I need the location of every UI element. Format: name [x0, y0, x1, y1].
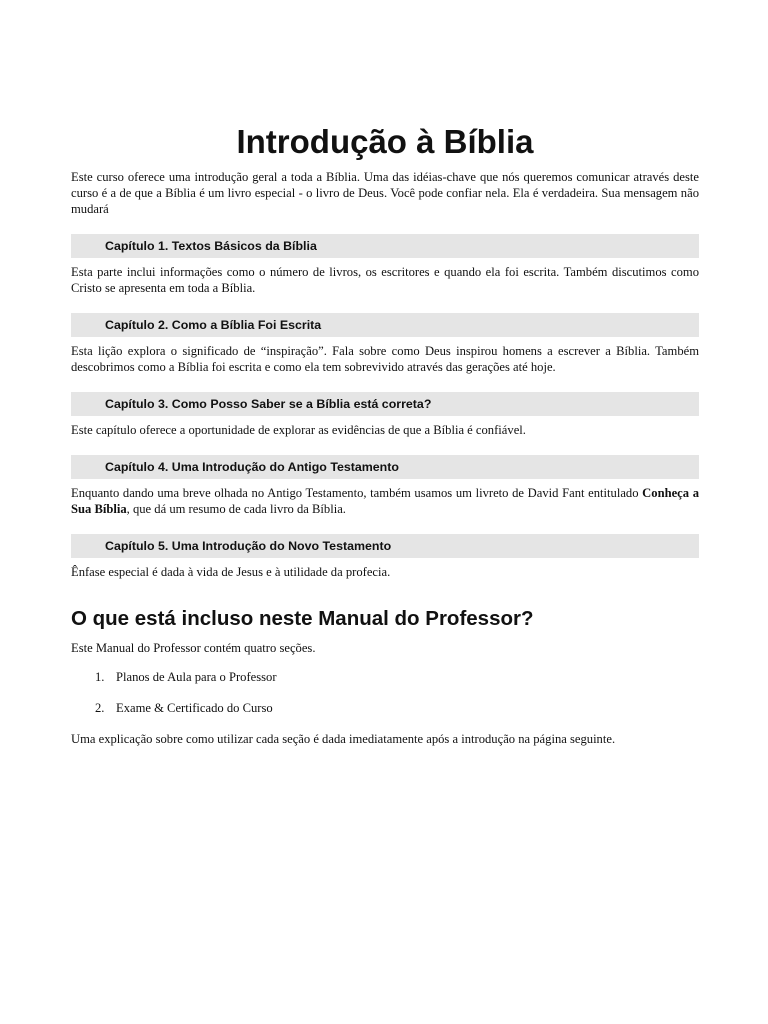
chapter-1-description: Esta parte inclui informações como o número de livros, os escritores e quando ela foi escrita. Também discutimos como Cristo se apresenta em toda a Bíblia. — [71, 265, 699, 295]
chapter-2-description: Esta lição explora o significado de “inspiração”. Fala sobre como Deus inspirou homens a escrever a Bíblia. Também descobrimos como a Bíblia foi escrita e como ela tem sobrevivido através das gerações até hoje. — [71, 344, 699, 374]
list-number: 2. — [95, 701, 105, 715]
chapter-2-title: Capítulo 2. Como a Bíblia Foi Escrita — [105, 318, 322, 332]
list-number: 1. — [95, 670, 105, 684]
chapter-4-title: Capítulo 4. Uma Introdução do Antigo Testamento — [105, 460, 399, 474]
manual-intro: Este Manual do Professor contém quatro seções. — [71, 641, 316, 655]
chapter-1-title: Capítulo 1. Textos Básicos da Bíblia — [105, 239, 317, 253]
chapter-3-description: Este capítulo oferece a oportunidade de explorar as evidências de que a Bíblia é confiável. — [71, 423, 526, 437]
chapter-1-header — [71, 234, 699, 258]
chapter-4-header — [71, 455, 699, 479]
list-item — [95, 700, 273, 716]
list-item — [95, 669, 277, 685]
chapter-4-description-end: , que dá um resumo de cada livro da Bíblia. — [126, 502, 346, 516]
chapter-5-description: Ênfase especial é dada à vida de Jesus e à utilidade da profecia. — [71, 565, 391, 579]
chapter-4-description-start: Enquanto dando uma breve olhada no Antigo Testamento, também usamos um livreto de David Fant entitulado — [71, 486, 643, 500]
closing-paragraph: Uma explicação sobre como utilizar cada seção é dada imediatamente após a introdução na página seguinte. — [71, 732, 616, 746]
chapter-3-title: Capítulo 3. Como Posso Saber se a Bíblia está correta? — [105, 397, 432, 411]
book-title: Conheça a Sua Bíblia — [71, 486, 700, 516]
page-title: Introdução à Bíblia — [236, 123, 534, 160]
list-text: Planos de Aula para o Professor — [116, 670, 277, 684]
chapter-5-header — [71, 534, 699, 558]
manual-heading: O que está incluso neste Manual do Professor? — [71, 607, 534, 630]
chapter-4-description — [71, 485, 699, 517]
list-text: Exame & Certificado do Curso — [116, 701, 273, 715]
chapter-5-title: Capítulo 5. Uma Introdução do Novo Testamento — [105, 539, 392, 553]
chapter-3-header — [71, 392, 699, 416]
chapter-2-header — [71, 313, 699, 337]
intro-paragraph: Este curso oferece uma introdução geral a toda a Bíblia. Uma das idéias-chave que nós queremos comunicar através deste curso é a de que a Bíblia é um livro especial - o livro de Deus. Você pode confiar nela. Ela é verdadeira. Sua mensagem não mudará — [71, 170, 699, 216]
